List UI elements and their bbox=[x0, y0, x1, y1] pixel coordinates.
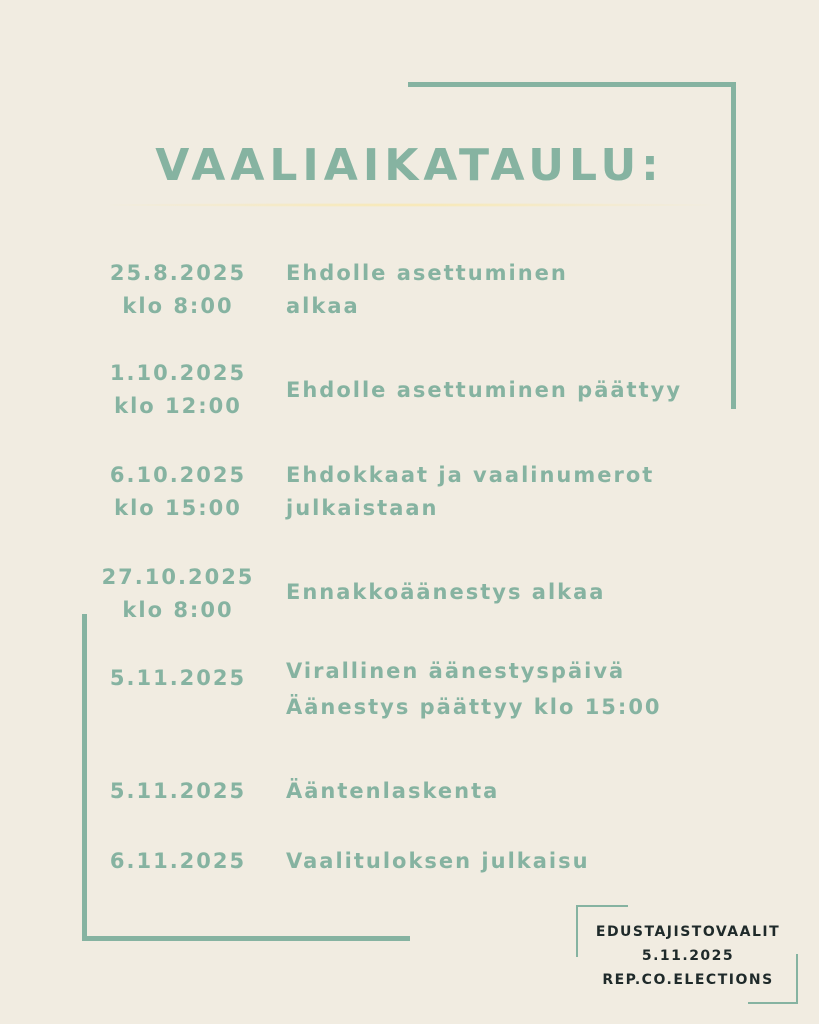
description-line: alkaa bbox=[286, 294, 360, 318]
footer-corner-top-left bbox=[576, 905, 628, 907]
date-line: 1.10.2025 bbox=[109, 361, 247, 385]
schedule-date bbox=[90, 257, 266, 323]
schedule-date bbox=[90, 845, 266, 878]
schedule-description bbox=[286, 775, 736, 808]
schedule-description bbox=[286, 459, 736, 525]
date-line: 6.11.2025 bbox=[109, 849, 247, 873]
description-line: Ääntenlaskenta bbox=[286, 779, 500, 803]
schedule-description bbox=[286, 845, 736, 878]
frame-top-line bbox=[408, 82, 736, 87]
description-line: Äänestys päättyy klo 15:00 bbox=[286, 695, 662, 719]
frame-right-line bbox=[731, 82, 736, 409]
description-line: Ehdolle asettuminen päättyy bbox=[286, 378, 683, 402]
schedule-date bbox=[90, 662, 266, 695]
description-line: Vaalituloksen julkaisu bbox=[286, 849, 590, 873]
time-line: klo 8:00 bbox=[122, 294, 234, 318]
description-line: Ennakkoäänestys alkaa bbox=[286, 580, 606, 604]
schedule-description bbox=[286, 576, 736, 609]
schedule-date bbox=[90, 357, 266, 423]
description-line: Ehdokkaat ja vaalinumerot bbox=[286, 463, 655, 487]
footer-election-name: EDUSTAJISTOVAALIT bbox=[595, 924, 781, 940]
time-line: klo 8:00 bbox=[122, 598, 234, 622]
date-line: 25.8.2025 bbox=[109, 261, 247, 285]
schedule-description bbox=[286, 374, 736, 407]
date-line: 5.11.2025 bbox=[109, 779, 247, 803]
description-line: julkaistaan bbox=[286, 496, 439, 520]
date-line: 6.10.2025 bbox=[109, 463, 247, 487]
title-underline-glow bbox=[110, 203, 710, 207]
frame-left-line bbox=[82, 614, 87, 941]
schedule-date bbox=[90, 561, 266, 627]
footer-handle: REP.CO.ELECTIONS bbox=[602, 972, 774, 988]
footer-corner-bottom-right bbox=[748, 1002, 798, 1004]
description-line: Virallinen äänestyspäivä bbox=[286, 659, 626, 683]
schedule-date bbox=[90, 775, 266, 808]
footer-election-date: 5.11.2025 bbox=[641, 948, 735, 964]
page-title: VAALIAIKATAULU: bbox=[155, 140, 664, 191]
schedule-date bbox=[90, 459, 266, 525]
frame-bottom-line bbox=[82, 936, 410, 941]
time-line: klo 15:00 bbox=[114, 496, 242, 520]
schedule-description bbox=[286, 257, 736, 323]
footer-caption bbox=[578, 920, 798, 992]
date-line: 5.11.2025 bbox=[109, 666, 247, 690]
description-line: Ehdolle asettuminen bbox=[286, 261, 568, 285]
time-line: klo 12:00 bbox=[114, 394, 242, 418]
date-line: 27.10.2025 bbox=[101, 565, 255, 589]
schedule-description bbox=[286, 653, 736, 725]
